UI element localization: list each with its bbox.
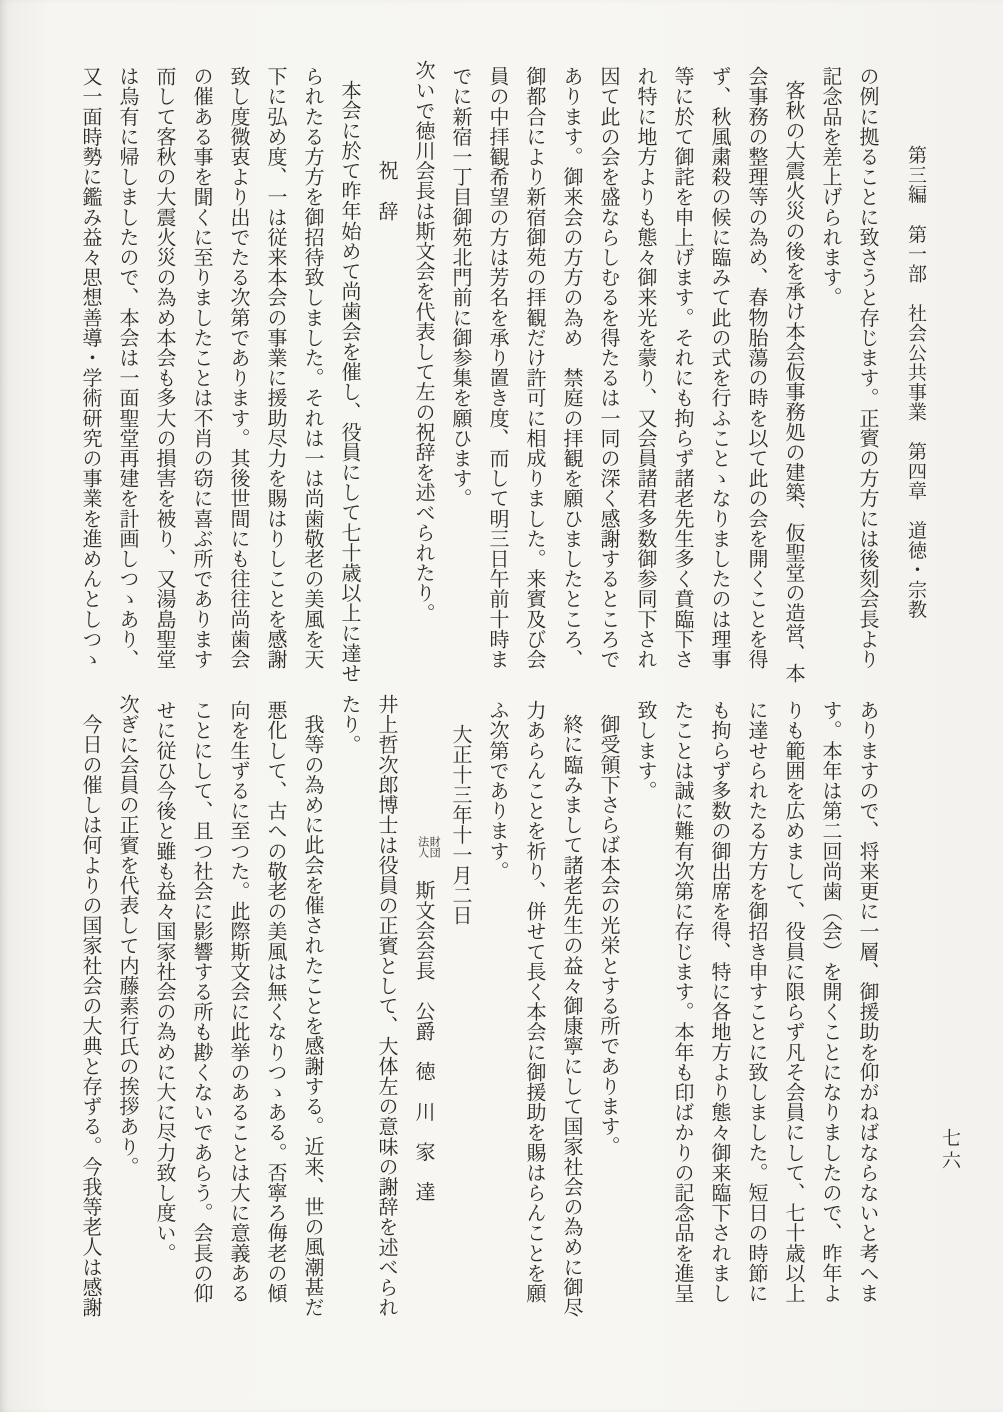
text-line: も拘らず多数の御出席を得、特に各地方より態々御来臨下されまし [708, 700, 730, 1303]
text-line: は烏有に帰しましたので、本会は一面聖堂再建を計画しつゝあり、 [116, 66, 138, 669]
text-line: 御都合により新宿御苑の拝観だけ許可に相成りました。来賓及び会 [523, 66, 545, 669]
text-line: の例に拠ることに致さうと存じます。正賓の方方には後刻会長より [856, 66, 878, 669]
text-line: 而して客秋の大震火災の為め本会も多大の損害を被り、又湯島聖堂 [153, 66, 175, 669]
text-line: 会事務の整理等の為め、春物胎蕩の時を以て此の会を開くことを得 [745, 66, 767, 669]
text-line: 致します。 [634, 700, 656, 801]
text-line: られたる方方を御招待致しました。それは一は尚歯敬老の美風を天 [301, 66, 323, 669]
text-line: ず、秋風粛殺の候に臨みて此の式を行ふことゝなりましたのは理事 [708, 66, 730, 669]
text-line: 又一面時勢に鑑み益々思想善導・学術研究の事業を進めんとしつゝ [79, 66, 101, 669]
text-line: 御受領下さらば本会の光栄とする所であります。 [597, 714, 619, 1157]
chapter-header: 第三編 第一部 社会公共事業 第四章 道徳・宗教 [905, 145, 926, 620]
text-line: 悪化して、古への敬老の美風は無くなりつゝある。否寧ろ侮老の傾 [264, 700, 286, 1303]
text-line: 井上哲次郎博士は役員の正賓として、大体左の意味の謝辞を述べられ [375, 694, 397, 1318]
page-number: 七六 [939, 1128, 960, 1173]
text-line: ことにして、且つ社会に影響する所も尠くないであらう。会長の仰 [190, 700, 212, 1303]
top-text-block [71, 60, 885, 690]
text-line: 力あらんことを祈り、併せて長く本会に御援助を賜はらんことを願 [523, 700, 545, 1303]
text-line: せに従ひ今後と雖も益々国家社会の為めに大に尽力致し度い。 [153, 700, 175, 1263]
text-line: 致し度微衷より出でたる次第であります。其後世間にも往往尚歯会 [227, 66, 249, 669]
text-line: 本会に於て昨年始めて尚歯会を催し、役員にして七十歳以上に達せ [338, 80, 360, 683]
text-line: ありますので、将来更に一層、御援助を仰がねばならないと考へま [856, 700, 878, 1303]
text-line: 向を生ずるに至つた。此際斯文会に此挙のあることは大に意義ある [227, 700, 249, 1303]
text-line: でに新宿一丁目御苑北門前に御参集を願ひます。 [449, 66, 471, 509]
date-line: 大正十三年十一月二日 [449, 724, 471, 925]
text-line: たり。 [338, 694, 360, 755]
text-line: 因て此の会を盛ならしむるを得たるは一同の深く感謝するところで [597, 66, 619, 669]
bottom-text-block [71, 694, 885, 1334]
text-line: りも範囲を広めまして、役員に限らず凡そ会員にして、七十歳以上 [782, 700, 804, 1303]
text-line: 次ぎに会員の正賓を代表して内藤素行氏の挨拶あり。 [116, 694, 138, 1177]
text-line: す。本年は第二回尚歯（会）を開くことになりましたので、昨年よ [819, 700, 841, 1303]
text-line: ふ次第であります。 [486, 700, 508, 881]
text-line: 今日の催しは何よりの国家社会の大典と存ずる。今我等老人は感謝 [79, 714, 101, 1317]
text-line: 員の中拝観希望の方は芳名を承り置き度、而して明三日午前十時ま [486, 66, 508, 669]
signature-text: 斯文会会長 公爵 徳 川 家 達 [412, 860, 434, 1202]
text-line: あります。御来会の方方の為め 禁庭の拝観を願ひましたところ、 [560, 66, 582, 669]
text-line: 次いで徳川会長は斯文会を代表して左の祝辞を述べられたり。 [412, 60, 434, 623]
text-line: 下に弘め度、一は従来本会の事業に援助尽力を賜はりしことを感謝 [264, 66, 286, 669]
text-line: 終に臨みまして諸老先生の益々御康寧にして国家社会の為めに御尽 [560, 714, 582, 1317]
corporate-form-warichu: 財団 法人 [416, 836, 441, 858]
signature-line [404, 694, 441, 1334]
text-line: に達せられたる方方を御招き申すことに致しました。短日の時節に [745, 700, 767, 1303]
text-line: 等に於て御詫を申上げます。それにも拘らず諸老先生多く賁臨下さ [671, 66, 693, 669]
heading-line: 祝 辞 [375, 160, 397, 222]
text-line: たことは誠に難有次第に存じます。本年も印ばかりの記念品を進呈 [671, 700, 693, 1303]
text-line: れ特に地方よりも態々御来光を蒙り、又会員諸君多数御参同下され [634, 66, 656, 669]
text-line: 客秋の大震火災の後を承け本会仮事務処の建築、仮聖堂の造営、本 [782, 80, 804, 683]
text-line: 我等の為めに此会を催されたことを感謝する。近来、世の風潮甚だ [301, 714, 323, 1317]
text-line: 記念品を差上げられます。 [819, 66, 841, 308]
text-line: の催ある事を聞くに至りましたことは不肖の窃に喜ぶ所であります [190, 66, 212, 669]
